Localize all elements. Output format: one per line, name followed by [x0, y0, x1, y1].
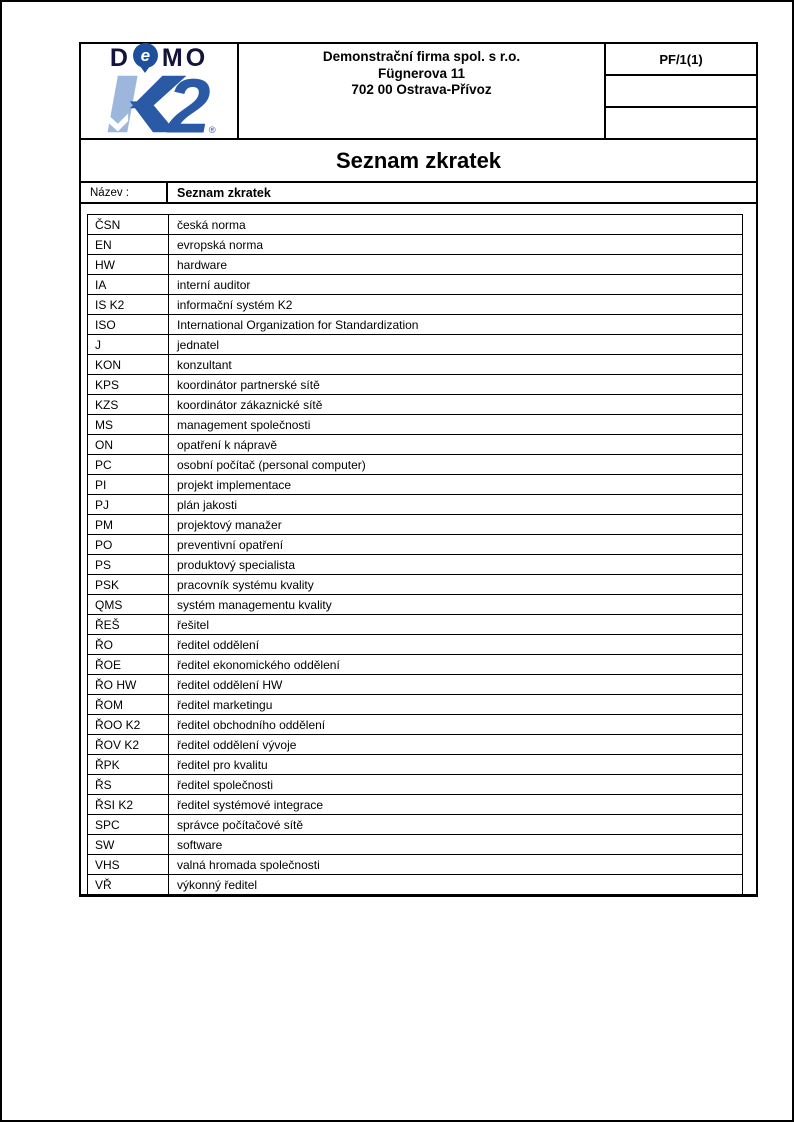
- meaning-cell: opatření k nápravě: [177, 437, 278, 452]
- logo-e-badge-tail: [140, 66, 150, 73]
- meaning-cell: ředitel oddělení vývoje: [177, 737, 297, 752]
- logo-cell: [81, 44, 239, 138]
- abbreviation-cell: ŘOV K2: [88, 735, 169, 754]
- meaning-cell: koordinátor partnerské sítě: [177, 377, 320, 392]
- abbreviation-cell: MS: [88, 415, 169, 434]
- table-row: [88, 555, 742, 575]
- meaning-cell: jednatel: [177, 337, 220, 352]
- meaning-cell: projektový manažer: [177, 517, 282, 532]
- abbreviation-cell: ŘO: [88, 635, 169, 654]
- meaning-cell: preventivní opatření: [177, 537, 284, 552]
- table-row: [88, 575, 742, 595]
- meaning-cell: ředitel obchodního oddělení: [177, 717, 326, 732]
- table-row: [88, 455, 742, 475]
- k2-logo-two: 2: [167, 74, 211, 134]
- table-row: [88, 615, 742, 635]
- abbreviation-cell: ŘO HW: [88, 675, 169, 694]
- table-row: [88, 815, 742, 835]
- meaning-cell: řešitel: [177, 617, 210, 632]
- meaning-cell: ředitel ekonomického oddělení: [177, 657, 340, 672]
- meaning-cell: valná hromada společnosti: [177, 857, 320, 872]
- k2-logo-icon: [97, 74, 221, 139]
- table-row: [88, 675, 742, 695]
- abbreviation-cell: EN: [88, 235, 169, 254]
- nazev-row: [81, 183, 756, 204]
- abbreviation-cell: SW: [88, 835, 169, 854]
- doc-code-cell: [606, 44, 756, 138]
- meaning-cell: systém managementu kvality: [177, 597, 332, 612]
- abbreviation-cell: PC: [88, 455, 169, 474]
- abbreviation-table: [87, 214, 743, 894]
- demo-k2-logo: [97, 43, 221, 139]
- abbreviation-cell: KZS: [88, 395, 169, 414]
- meaning-cell: hardware: [177, 257, 228, 272]
- abbreviation-cell: ŘS: [88, 775, 169, 794]
- table-row: [88, 375, 742, 395]
- abbreviation-cell: ŘSI K2: [88, 795, 169, 814]
- nazev-label: Název :: [81, 183, 168, 202]
- meaning-cell: informační systém K2: [177, 297, 293, 312]
- company-address: [239, 44, 606, 138]
- table-row: [88, 855, 742, 875]
- title-band: [81, 140, 756, 183]
- table-row: [88, 235, 742, 255]
- abbreviation-cell: VŘ: [88, 875, 169, 894]
- meaning-cell: International Organization for Standardization: [177, 317, 419, 332]
- abbreviation-cell: PO: [88, 535, 169, 554]
- meaning-cell: ředitel společnosti: [177, 777, 274, 792]
- company-name: Demonstrační firma spol. s r.o.: [322, 49, 521, 64]
- table-row: [88, 315, 742, 335]
- abbreviation-cell: IS K2: [88, 295, 169, 314]
- meaning-cell: výkonný ředitel: [177, 878, 258, 892]
- meaning-cell: osobní počítač (personal computer): [177, 457, 366, 472]
- meaning-cell: ředitel marketingu: [177, 697, 273, 712]
- table-row: [88, 775, 742, 795]
- meaning-cell: pracovník systému kvality: [177, 577, 314, 592]
- meaning-cell: produktový specialista: [177, 557, 296, 572]
- abbreviation-cell: ŘOM: [88, 695, 169, 714]
- meaning-cell: projekt implementace: [177, 477, 292, 492]
- meaning-cell: koordinátor zákaznické sítě: [177, 397, 323, 412]
- abbreviation-cell: ON: [88, 435, 169, 454]
- document-frame: [79, 42, 758, 897]
- logo-e-letter: e: [133, 43, 158, 68]
- abbreviation-cell: IA: [88, 275, 169, 294]
- table-row: [88, 415, 742, 435]
- table-row: [88, 475, 742, 495]
- header-band: [81, 44, 756, 140]
- abbreviation-cell: PI: [88, 475, 169, 494]
- meaning-cell: interní auditor: [177, 277, 251, 292]
- abbreviation-cell: PSK: [88, 575, 169, 594]
- table-row: [88, 595, 742, 615]
- doc-code: PF/1(1): [606, 44, 756, 76]
- abbreviation-cell: J: [88, 335, 169, 354]
- nazev-value: Seznam zkratek: [177, 185, 271, 200]
- abbreviation-cell: ČSN: [88, 215, 169, 234]
- table-row: [88, 255, 742, 275]
- table-row: [88, 515, 742, 535]
- abbreviation-cell: SPC: [88, 815, 169, 834]
- logo-e-badge-icon: [133, 43, 158, 68]
- abbreviation-cell: ŘOO K2: [88, 715, 169, 734]
- table-row: [88, 295, 742, 315]
- doc-code-empty-cell-2: [606, 108, 756, 138]
- table-row: [88, 795, 742, 815]
- meaning-cell: plán jakosti: [177, 497, 238, 512]
- table-row: [88, 715, 742, 735]
- abbreviation-cell: QMS: [88, 595, 169, 614]
- meaning-cell: ředitel pro kvalitu: [177, 757, 268, 772]
- meaning-cell: konzultant: [177, 357, 232, 372]
- company-street: Fügnerova 11: [377, 65, 466, 81]
- meaning-cell: správce počítačové sítě: [177, 817, 304, 832]
- k2-logo-svg: [97, 74, 221, 134]
- abbreviation-cell: PJ: [88, 495, 169, 514]
- abbreviation-cell: ŘPK: [88, 755, 169, 774]
- abbreviation-cell: HW: [88, 255, 169, 274]
- table-row: [88, 355, 742, 375]
- table-row: [88, 215, 742, 235]
- meaning-cell: management společnosti: [177, 417, 311, 432]
- abbreviation-cell: ŘOE: [88, 655, 169, 674]
- table-area: [81, 204, 756, 894]
- table-row: [88, 695, 742, 715]
- abbreviation-cell: KPS: [88, 375, 169, 394]
- meaning-cell: ředitel oddělení: [177, 637, 260, 652]
- table-row: [88, 395, 742, 415]
- table-row: [88, 495, 742, 515]
- logo-demo-mo: MO: [161, 43, 209, 72]
- page-title: Seznam zkratek: [335, 147, 502, 173]
- doc-code-empty-cell-1: [606, 76, 756, 108]
- table-row: [88, 755, 742, 775]
- meaning-cell: ředitel systémové integrace: [177, 797, 324, 812]
- logo-demo-text: [110, 43, 208, 72]
- table-row: [88, 275, 742, 295]
- logo-demo-d: D: [109, 43, 131, 72]
- abbreviation-cell: VHS: [88, 855, 169, 874]
- meaning-cell: ředitel oddělení HW: [177, 677, 283, 692]
- meaning-cell: software: [177, 837, 223, 852]
- table-row: [88, 655, 742, 675]
- table-row: [88, 435, 742, 455]
- meaning-cell: česká norma: [177, 217, 246, 232]
- abbreviation-cell: PM: [88, 515, 169, 534]
- company-city: 702 00 Ostrava-Přívoz: [351, 82, 492, 97]
- table-row: [88, 535, 742, 555]
- table-row: [88, 875, 742, 894]
- abbreviation-cell: ŘEŠ: [88, 615, 169, 634]
- table-row: [88, 335, 742, 355]
- registered-mark: ®: [208, 124, 216, 134]
- abbreviation-cell: KON: [88, 355, 169, 374]
- meaning-cell: evropská norma: [177, 237, 264, 252]
- abbreviation-cell: ISO: [88, 315, 169, 334]
- abbreviation-cell: PS: [88, 555, 169, 574]
- table-row: [88, 835, 742, 855]
- table-row: [88, 735, 742, 755]
- table-row: [88, 635, 742, 655]
